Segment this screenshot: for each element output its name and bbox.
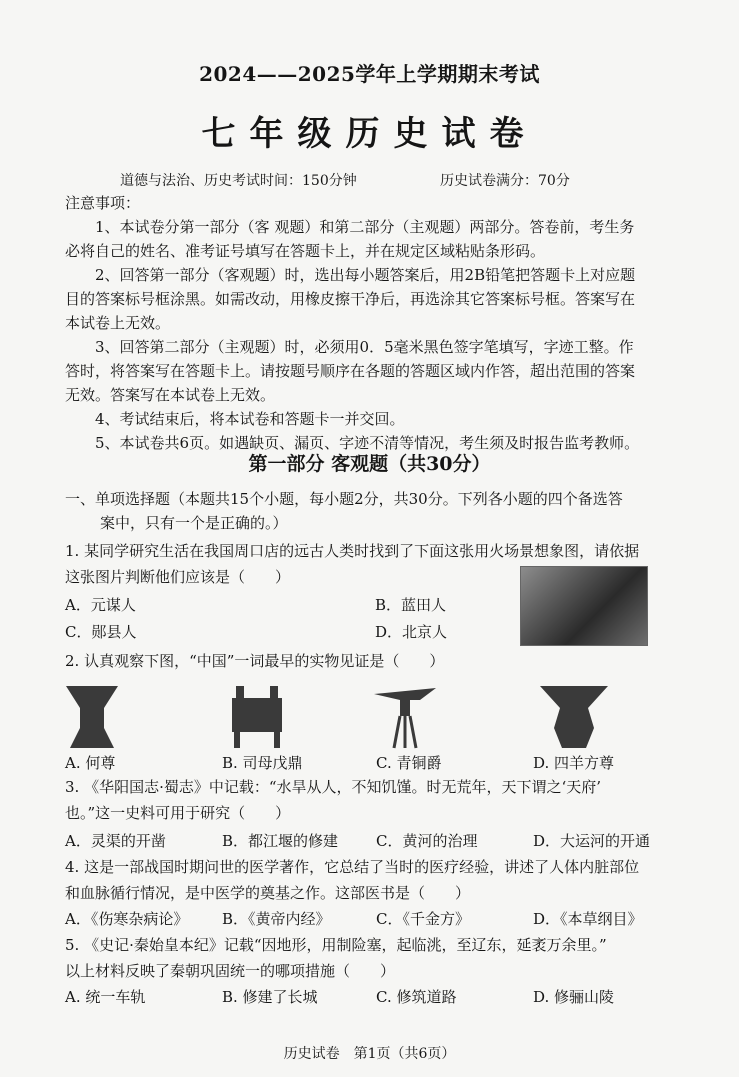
bronze-jue-image — [370, 682, 440, 750]
q1-option-d: D．北京人 — [375, 623, 448, 641]
notice-line: 2、回答第一部分（客观题）时，选出每小题答案后，用2B铅笔把答题卡上对应题 — [95, 266, 636, 284]
q5-option-d: D. 修骊山陵 — [533, 988, 615, 1006]
q1-option-b: B．蓝田人 — [375, 596, 447, 614]
q1-option-c: C．郧县人 — [65, 623, 137, 641]
q5-stem: 5. 《史记·秦始皇本纪》记载“因地形，用制险塞，起临洮，至辽东，延袤万余里。” — [65, 936, 607, 954]
q4-option-b: B．《黄帝内经》 — [222, 910, 331, 928]
notice-line: 无效。答案写在本试卷上无效。 — [65, 386, 276, 404]
q5-option-c: C. 修筑道路 — [376, 988, 457, 1006]
q2-option-b: B. 司母戊鼎 — [222, 754, 303, 772]
notice-line: 5、本试卷共6页。如遇缺页、漏页、字迹不清等情况，考生须及时报告监考教师。 — [95, 434, 640, 452]
q3-option-d: D．大运河的开通 — [533, 832, 651, 850]
q5-option-b: B. 修建了长城 — [222, 988, 318, 1006]
simuwu-ding-image — [222, 682, 292, 750]
q3-option-a: A．灵渠的开凿 — [65, 832, 166, 850]
page-footer: 历史试卷 第1页（共6页） — [283, 1046, 456, 1062]
notice-line: 4、考试结束后，将本试卷和答题卡一并交回。 — [95, 410, 405, 428]
q3-stem: 也。”这一史料可用于研究（ ） — [65, 804, 291, 822]
exam-time: 道德与法治、历史考试时间：150分钟 — [120, 173, 357, 189]
q1-stem: 这张图片判断他们应该是（ ） — [65, 568, 291, 586]
notice-heading: 注意事项： — [65, 194, 141, 212]
q4-option-d: D．《本草纲目》 — [533, 910, 643, 928]
q1-option-a: A．元谋人 — [65, 596, 136, 614]
q2-option-d: D. 四羊方尊 — [533, 754, 615, 772]
q2-option-c: C. 青铜爵 — [376, 754, 442, 772]
notice-line: 本试卷上无效。 — [65, 314, 171, 332]
notice-line: 3、回答第二部分（主观题）时，必须用0．5毫米黑色签字笔填写，字迹工整。作 — [95, 338, 634, 356]
notice-line: 目的答案标号框涂黑。如需改动，用橡皮擦干净后，再选涂其它答案标号框。答案写在 — [65, 290, 636, 308]
section-instruction: 一、单项选择题（本题共15个小题，每小题2分，共30分。下列各小题的四个备选答 — [65, 490, 623, 508]
q4-option-a: A．《伤寒杂病论》 — [65, 910, 189, 928]
exam-title: 2024——2025学年上学期期末考试 — [199, 62, 540, 86]
q4-stem: 4. 这是一部战国时期问世的医学著作，它总结了当时的医疗经验，讲述了人体内脏部位 — [65, 858, 640, 876]
q2-option-a: A. 何尊 — [65, 754, 116, 772]
full-score: 历史试卷满分：70分 — [440, 173, 570, 189]
q4-option-c: C．《千金方》 — [376, 910, 470, 928]
section-instruction: 案中，只有一个是正确的。） — [100, 514, 288, 532]
notice-line: 必将自己的姓名、准考证号填写在答题卡上，并在规定区域粘贴条形码。 — [65, 242, 546, 260]
q5-stem: 以上材料反映了秦朝巩固统一的哪项措施（ ） — [65, 962, 396, 980]
fire-scene-image — [520, 566, 648, 646]
q5-option-a: A. 统一车轨 — [65, 988, 146, 1006]
q3-option-b: B．都江堰的修建 — [222, 832, 339, 850]
section-title: 第一部分 客观题（共30分） — [248, 453, 491, 475]
notice-line: 答时，将答案写在答题卡上。请按题号顺序在各题的答题区域内作答，超出范围的答案 — [65, 362, 636, 380]
notice-line: 1、本试卷分第一部分（客 观题）和第二部分（主观题）两部分。答卷前，考生务 — [95, 218, 635, 236]
q1-stem: 1. 某同学研究生活在我国周口店的远古人类时找到了下面这张用火场景想象图，请依据 — [65, 542, 640, 560]
q4-stem: 和血脉循行情况，是中医学的奠基之作。这部医书是（ ） — [65, 884, 471, 902]
four-ram-zun-image — [536, 682, 612, 750]
q3-option-c: C．黄河的治理 — [376, 832, 478, 850]
he-zun-image — [62, 682, 122, 750]
q3-stem: 3. 《华阳国志·蜀志》中记载：“水旱从人，不知饥馑。时无荒年，天下谓之‘天府’ — [65, 778, 602, 796]
q2-stem: 2. 认真观察下图，“中国”一词最早的实物见证是（ ） — [65, 652, 445, 670]
subject-title: 七年级历史试卷 — [201, 114, 538, 154]
